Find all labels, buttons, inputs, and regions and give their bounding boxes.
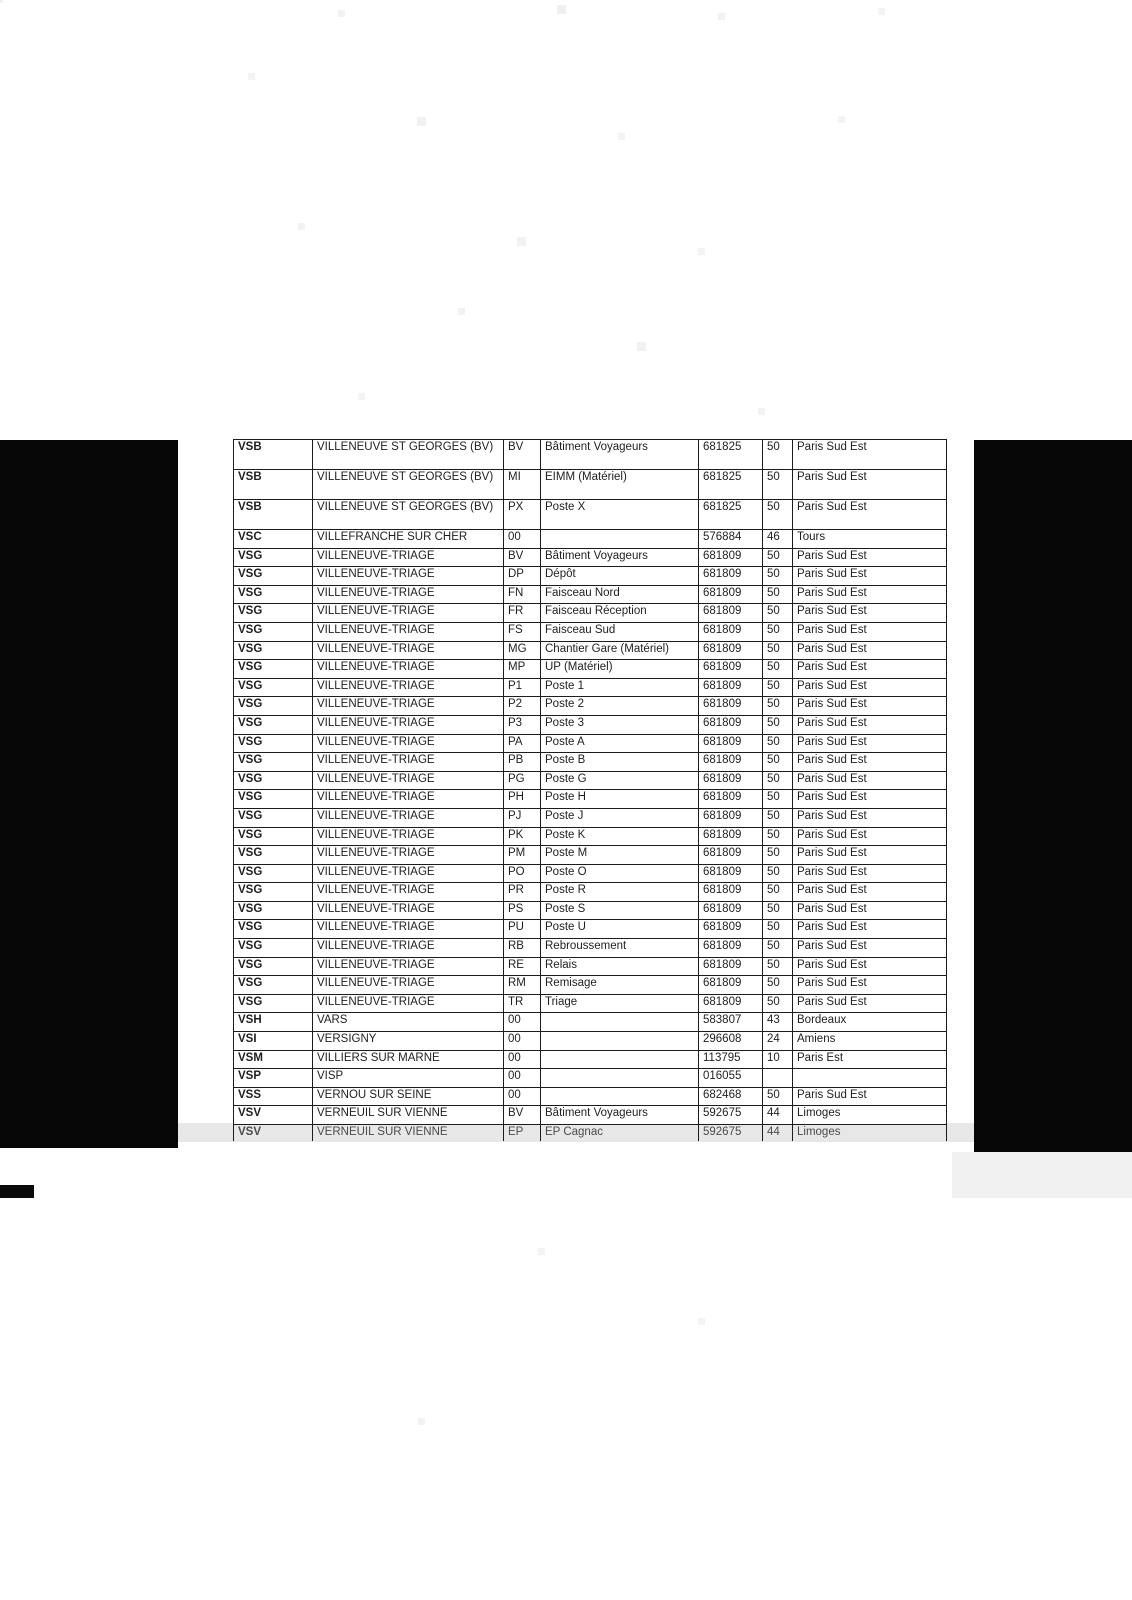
cell-sub-label: Faisceau Réception	[541, 604, 699, 623]
cell-station-name: VILLENEUVE-TRIAGE	[313, 604, 504, 623]
table-row	[234, 957, 947, 976]
cell-code: VSG	[234, 734, 313, 753]
table-row	[234, 1050, 947, 1069]
cell-region-code: 50	[763, 771, 793, 790]
cell-region-name: Paris Sud Est	[793, 715, 947, 734]
cell-region-code: 50	[763, 976, 793, 995]
cell-number: 681825	[699, 440, 763, 470]
table-row	[234, 883, 947, 902]
cell-sub-code: P3	[504, 715, 541, 734]
cell-station-name: VERNEUIL SUR VIENNE	[313, 1106, 504, 1125]
cell-sub-code: PK	[504, 827, 541, 846]
cell-region-code: 44	[763, 1106, 793, 1125]
cell-sub-label: Faisceau Sud	[541, 622, 699, 641]
cell-number: 682468	[699, 1087, 763, 1106]
cell-station-name: VILLENEUVE ST GEORGES (BV)	[313, 500, 504, 530]
cell-sub-label	[541, 1087, 699, 1106]
cell-region-name: Paris Sud Est	[793, 846, 947, 865]
cell-sub-label	[541, 530, 699, 549]
cell-sub-code: BV	[504, 440, 541, 470]
cell-sub-code: FS	[504, 622, 541, 641]
cell-number: 016055	[699, 1069, 763, 1088]
table-row	[234, 939, 947, 958]
cell-sub-code: PB	[504, 753, 541, 772]
cell-number: 681809	[699, 957, 763, 976]
cell-region-name: Tours	[793, 530, 947, 549]
cell-sub-code: DP	[504, 567, 541, 586]
cell-sub-code: 00	[504, 1032, 541, 1051]
cell-number: 296608	[699, 1032, 763, 1051]
cell-region-code: 50	[763, 567, 793, 586]
cell-region-code: 50	[763, 697, 793, 716]
cell-station-name: VERNOU SUR SEINE	[313, 1087, 504, 1106]
cell-region-name: Paris Sud Est	[793, 901, 947, 920]
cell-region-name: Paris Sud Est	[793, 641, 947, 660]
cell-sub-code: 00	[504, 530, 541, 549]
cell-sub-label: Poste O	[541, 864, 699, 883]
cell-station-name: VILLENEUVE-TRIAGE	[313, 753, 504, 772]
cell-station-name: VILLENEUVE-TRIAGE	[313, 827, 504, 846]
cell-sub-label: Chantier Gare (Matériel)	[541, 641, 699, 660]
scan-noise	[0, 0, 3, 3]
cell-station-name: VILLENEUVE-TRIAGE	[313, 976, 504, 995]
cell-sub-label: Poste H	[541, 790, 699, 809]
table-row	[234, 548, 947, 567]
cell-station-name: VISP	[313, 1069, 504, 1088]
cell-code: VSH	[234, 1013, 313, 1032]
cell-sub-label: Poste J	[541, 808, 699, 827]
cell-sub-label: Poste 1	[541, 678, 699, 697]
station-code-table-viewport	[233, 439, 947, 1141]
cell-region-name: Paris Est	[793, 1050, 947, 1069]
cell-region-name: Amiens	[793, 1032, 947, 1051]
cell-region-code: 50	[763, 470, 793, 500]
cell-number: 576884	[699, 530, 763, 549]
cell-sub-label: Rebroussement	[541, 939, 699, 958]
cell-number: 681809	[699, 920, 763, 939]
cell-station-name: VILLENEUVE-TRIAGE	[313, 957, 504, 976]
cell-code: VSG	[234, 808, 313, 827]
cell-station-name: VILLENEUVE-TRIAGE	[313, 548, 504, 567]
cell-region-code: 50	[763, 994, 793, 1013]
cell-station-name: VILLIERS SUR MARNE	[313, 1050, 504, 1069]
cell-station-name: VILLENEUVE-TRIAGE	[313, 567, 504, 586]
cell-number: 681809	[699, 678, 763, 697]
cell-sub-label: Poste M	[541, 846, 699, 865]
cell-region-name: Paris Sud Est	[793, 440, 947, 470]
table-row	[234, 827, 947, 846]
cell-sub-code: FR	[504, 604, 541, 623]
cell-region-name: Paris Sud Est	[793, 808, 947, 827]
cell-number: 681809	[699, 771, 763, 790]
cell-number: 681809	[699, 883, 763, 902]
cell-region-code: 50	[763, 715, 793, 734]
cell-number: 681809	[699, 790, 763, 809]
cell-region-name: Paris Sud Est	[793, 470, 947, 500]
cell-station-name: VILLENEUVE-TRIAGE	[313, 715, 504, 734]
table-row	[234, 901, 947, 920]
cell-station-name: VILLENEUVE-TRIAGE	[313, 734, 504, 753]
cell-number: 681809	[699, 864, 763, 883]
cell-station-name: VILLENEUVE-TRIAGE	[313, 641, 504, 660]
cell-code: VSG	[234, 920, 313, 939]
table-row	[234, 715, 947, 734]
cell-sub-code: 00	[504, 1069, 541, 1088]
cell-region-name: Paris Sud Est	[793, 734, 947, 753]
cell-code: VSV	[234, 1106, 313, 1125]
cell-region-name: Paris Sud Est	[793, 939, 947, 958]
cell-station-name: VILLENEUVE-TRIAGE	[313, 771, 504, 790]
cell-region-name: Paris Sud Est	[793, 622, 947, 641]
cell-code: VSG	[234, 585, 313, 604]
cell-region-code: 50	[763, 734, 793, 753]
cell-station-name: VILLENEUVE-TRIAGE	[313, 883, 504, 902]
cell-region-code: 50	[763, 883, 793, 902]
cell-region-code: 50	[763, 585, 793, 604]
cell-region-name: Paris Sud Est	[793, 753, 947, 772]
cell-region-code: 46	[763, 530, 793, 549]
table-row	[234, 622, 947, 641]
cell-code: VSG	[234, 883, 313, 902]
cell-number: 681809	[699, 660, 763, 679]
cell-station-name: VILLEFRANCHE SUR CHER	[313, 530, 504, 549]
bottom-right-scan-smudge	[952, 1152, 1132, 1198]
table-row	[234, 440, 947, 470]
cell-code: VSG	[234, 753, 313, 772]
cell-sub-code: PS	[504, 901, 541, 920]
table-row	[234, 976, 947, 995]
cell-number: 681809	[699, 901, 763, 920]
cell-station-name: VILLENEUVE-TRIAGE	[313, 697, 504, 716]
cell-region-name: Paris Sud Est	[793, 567, 947, 586]
table-row	[234, 641, 947, 660]
cell-code: VSG	[234, 976, 313, 995]
cell-sub-code: MG	[504, 641, 541, 660]
cell-region-name: Paris Sud Est	[793, 604, 947, 623]
table-row	[234, 994, 947, 1013]
cell-code: VSG	[234, 678, 313, 697]
table-row	[234, 1125, 947, 1142]
cell-sub-code: PO	[504, 864, 541, 883]
cell-sub-label: Poste 2	[541, 697, 699, 716]
cell-sub-code: PU	[504, 920, 541, 939]
cell-code: VSG	[234, 864, 313, 883]
cell-sub-code: TR	[504, 994, 541, 1013]
cell-code: VSG	[234, 957, 313, 976]
cell-region-code: 50	[763, 901, 793, 920]
cell-number: 592675	[699, 1125, 763, 1142]
cell-sub-code: PM	[504, 846, 541, 865]
cell-number: 681809	[699, 697, 763, 716]
table-row	[234, 1087, 947, 1106]
cell-sub-label: Bâtiment Voyageurs	[541, 440, 699, 470]
table-row	[234, 530, 947, 549]
cell-sub-code: MP	[504, 660, 541, 679]
cell-region-name: Paris Sud Est	[793, 883, 947, 902]
cell-sub-code: PR	[504, 883, 541, 902]
cell-sub-label: Poste S	[541, 901, 699, 920]
cell-sub-code: PJ	[504, 808, 541, 827]
cell-region-code: 50	[763, 753, 793, 772]
cell-region-code: 43	[763, 1013, 793, 1032]
cell-code: VSG	[234, 790, 313, 809]
cell-code: VSV	[234, 1125, 313, 1142]
table-row	[234, 846, 947, 865]
cell-region-name: Paris Sud Est	[793, 790, 947, 809]
cell-region-name: Limoges	[793, 1106, 947, 1125]
cell-sub-label: Poste G	[541, 771, 699, 790]
cell-sub-label: Poste B	[541, 753, 699, 772]
cell-code: VSG	[234, 846, 313, 865]
cell-sub-label: Dépôt	[541, 567, 699, 586]
cell-station-name: VILLENEUVE-TRIAGE	[313, 846, 504, 865]
table-row	[234, 808, 947, 827]
cell-number: 681809	[699, 827, 763, 846]
cell-number: 681809	[699, 994, 763, 1013]
cell-station-name: VILLENEUVE-TRIAGE	[313, 790, 504, 809]
cell-number: 113795	[699, 1050, 763, 1069]
table-row	[234, 678, 947, 697]
station-code-table	[233, 439, 947, 1141]
cell-number: 681809	[699, 846, 763, 865]
table-row	[234, 697, 947, 716]
table-row	[234, 604, 947, 623]
cell-sub-label: Bâtiment Voyageurs	[541, 548, 699, 567]
table-row	[234, 585, 947, 604]
cell-station-name: VERSIGNY	[313, 1032, 504, 1051]
cell-sub-code: RE	[504, 957, 541, 976]
cell-code: VSG	[234, 641, 313, 660]
cell-number: 681809	[699, 567, 763, 586]
cell-sub-code: RM	[504, 976, 541, 995]
cell-station-name: VILLENEUVE-TRIAGE	[313, 678, 504, 697]
redaction-block-right	[974, 440, 1132, 1157]
cell-region-code	[763, 1069, 793, 1088]
cell-sub-code: BV	[504, 548, 541, 567]
table-row	[234, 470, 947, 500]
cell-code: VSG	[234, 994, 313, 1013]
table-row	[234, 660, 947, 679]
cell-region-code: 44	[763, 1125, 793, 1142]
cell-region-code: 10	[763, 1050, 793, 1069]
cell-sub-code: P1	[504, 678, 541, 697]
cell-station-name: VARS	[313, 1013, 504, 1032]
cell-region-name: Paris Sud Est	[793, 994, 947, 1013]
cell-region-name: Paris Sud Est	[793, 771, 947, 790]
cell-number: 681825	[699, 470, 763, 500]
cell-region-name: Bordeaux	[793, 1013, 947, 1032]
cell-region-code: 50	[763, 939, 793, 958]
cell-region-code: 50	[763, 827, 793, 846]
cell-region-code: 50	[763, 641, 793, 660]
cell-region-name: Paris Sud Est	[793, 585, 947, 604]
cell-region-name: Paris Sud Est	[793, 697, 947, 716]
cell-sub-label: Remisage	[541, 976, 699, 995]
table-row	[234, 864, 947, 883]
cell-region-name	[793, 1069, 947, 1088]
cell-code: VSG	[234, 939, 313, 958]
cell-region-code: 50	[763, 790, 793, 809]
cell-sub-code: 00	[504, 1087, 541, 1106]
cell-number: 681809	[699, 548, 763, 567]
cell-station-name: VILLENEUVE-TRIAGE	[313, 864, 504, 883]
cell-sub-label: Bâtiment Voyageurs	[541, 1106, 699, 1125]
cell-sub-code: BV	[504, 1106, 541, 1125]
cell-sub-label	[541, 1050, 699, 1069]
cell-number: 681825	[699, 500, 763, 530]
cell-region-name: Paris Sud Est	[793, 1087, 947, 1106]
cell-sub-code: PA	[504, 734, 541, 753]
cell-region-code: 50	[763, 678, 793, 697]
cell-station-name: VERNEUIL SUR VIENNE	[313, 1125, 504, 1142]
redaction-block-left	[0, 440, 178, 1148]
cell-sub-label	[541, 1032, 699, 1051]
cell-sub-label: Relais	[541, 957, 699, 976]
cell-sub-code: RB	[504, 939, 541, 958]
cell-code: VSB	[234, 440, 313, 470]
cell-region-name: Paris Sud Est	[793, 678, 947, 697]
cell-region-code: 50	[763, 808, 793, 827]
cell-region-name: Paris Sud Est	[793, 957, 947, 976]
table-row	[234, 1032, 947, 1051]
cell-sub-code: PX	[504, 500, 541, 530]
cell-region-code: 50	[763, 1087, 793, 1106]
cell-station-name: VILLENEUVE-TRIAGE	[313, 939, 504, 958]
cell-region-name: Paris Sud Est	[793, 976, 947, 995]
table-row	[234, 500, 947, 530]
cell-sub-label: EP Cagnac	[541, 1125, 699, 1142]
table-row	[234, 734, 947, 753]
cell-sub-label	[541, 1069, 699, 1088]
cell-region-name: Paris Sud Est	[793, 920, 947, 939]
cell-station-name: VILLENEUVE-TRIAGE	[313, 808, 504, 827]
cell-code: VSS	[234, 1087, 313, 1106]
cell-code: VSG	[234, 697, 313, 716]
cell-sub-label: Poste 3	[541, 715, 699, 734]
cell-code: VSM	[234, 1050, 313, 1069]
cell-sub-label: EIMM (Matériel)	[541, 470, 699, 500]
cell-sub-label: Triage	[541, 994, 699, 1013]
cell-station-name: VILLENEUVE-TRIAGE	[313, 622, 504, 641]
cell-code: VSG	[234, 771, 313, 790]
table-row	[234, 790, 947, 809]
cell-station-name: VILLENEUVE ST GEORGES (BV)	[313, 470, 504, 500]
cell-sub-code: FN	[504, 585, 541, 604]
cell-station-name: VILLENEUVE ST GEORGES (BV)	[313, 440, 504, 470]
cell-station-name: VILLENEUVE-TRIAGE	[313, 920, 504, 939]
cell-code: VSG	[234, 567, 313, 586]
cell-code: VSG	[234, 715, 313, 734]
table-row	[234, 771, 947, 790]
cell-station-name: VILLENEUVE-TRIAGE	[313, 901, 504, 920]
table-row	[234, 1106, 947, 1125]
cell-number: 681809	[699, 753, 763, 772]
cell-region-name: Paris Sud Est	[793, 660, 947, 679]
table-row	[234, 1069, 947, 1088]
cell-region-code: 50	[763, 622, 793, 641]
bottom-left-scan-mark	[0, 1185, 34, 1198]
cell-sub-code: PH	[504, 790, 541, 809]
table-row	[234, 920, 947, 939]
cell-sub-label	[541, 1013, 699, 1032]
cell-region-code: 24	[763, 1032, 793, 1051]
cell-code: VSB	[234, 500, 313, 530]
cell-sub-code: P2	[504, 697, 541, 716]
cell-region-code: 50	[763, 548, 793, 567]
cell-sub-label: Poste U	[541, 920, 699, 939]
cell-sub-code: MI	[504, 470, 541, 500]
cell-region-name: Paris Sud Est	[793, 548, 947, 567]
cell-station-name: VILLENEUVE-TRIAGE	[313, 994, 504, 1013]
cell-sub-label: Poste R	[541, 883, 699, 902]
cell-number: 681809	[699, 808, 763, 827]
cell-station-name: VILLENEUVE-TRIAGE	[313, 660, 504, 679]
cell-sub-code: 00	[504, 1050, 541, 1069]
table-row	[234, 567, 947, 586]
cell-code: VSG	[234, 660, 313, 679]
cell-sub-label: Poste X	[541, 500, 699, 530]
cell-code: VSC	[234, 530, 313, 549]
cell-number: 592675	[699, 1106, 763, 1125]
cell-sub-code: PG	[504, 771, 541, 790]
cell-code: VSG	[234, 622, 313, 641]
cell-region-code: 50	[763, 864, 793, 883]
cell-region-code: 50	[763, 957, 793, 976]
cell-sub-code: EP	[504, 1125, 541, 1142]
cell-number: 681809	[699, 734, 763, 753]
cell-sub-label: UP (Matériel)	[541, 660, 699, 679]
cell-sub-label: Poste K	[541, 827, 699, 846]
cell-number: 681809	[699, 976, 763, 995]
cell-number: 681809	[699, 622, 763, 641]
cell-region-code: 50	[763, 604, 793, 623]
cell-code: VSG	[234, 604, 313, 623]
cell-number: 681809	[699, 585, 763, 604]
cell-sub-label: Faisceau Nord	[541, 585, 699, 604]
cell-number: 681809	[699, 939, 763, 958]
cell-station-name: VILLENEUVE-TRIAGE	[313, 585, 504, 604]
cell-region-code: 50	[763, 500, 793, 530]
cell-region-name: Paris Sud Est	[793, 827, 947, 846]
cell-code: VSG	[234, 827, 313, 846]
cell-region-code: 50	[763, 440, 793, 470]
cell-number: 681809	[699, 604, 763, 623]
cell-sub-code: 00	[504, 1013, 541, 1032]
cell-region-name: Paris Sud Est	[793, 500, 947, 530]
cell-code: VSB	[234, 470, 313, 500]
cell-code: VSG	[234, 901, 313, 920]
cell-region-code: 50	[763, 660, 793, 679]
cell-code: VSI	[234, 1032, 313, 1051]
cell-code: VSP	[234, 1069, 313, 1088]
cell-region-code: 50	[763, 920, 793, 939]
cell-number: 681809	[699, 641, 763, 660]
cell-region-name: Limoges	[793, 1125, 947, 1142]
table-row	[234, 1013, 947, 1032]
cell-region-code: 50	[763, 846, 793, 865]
cell-code: VSG	[234, 548, 313, 567]
cell-region-name: Paris Sud Est	[793, 864, 947, 883]
cell-number: 583807	[699, 1013, 763, 1032]
cell-sub-label: Poste A	[541, 734, 699, 753]
table-row	[234, 753, 947, 772]
cell-number: 681809	[699, 715, 763, 734]
